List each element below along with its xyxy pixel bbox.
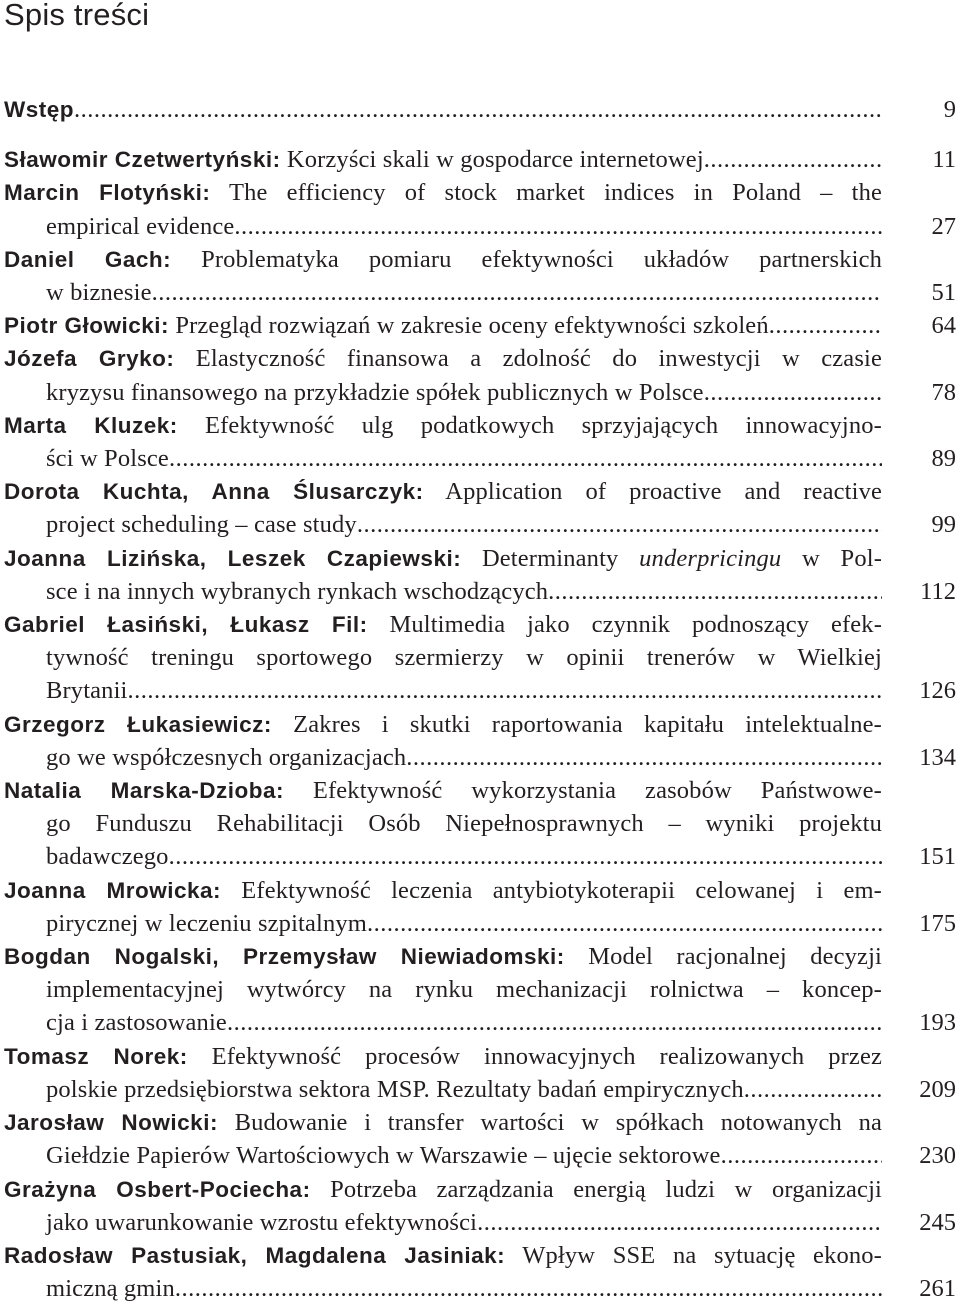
toc-entry-line — [4, 176, 882, 209]
page-number: 11 — [932, 146, 956, 174]
toc-entry-line — [4, 907, 882, 940]
toc-entry-title: Determinanty — [481, 544, 640, 572]
page-number: 261 — [919, 1275, 956, 1303]
page-number: 9 — [943, 96, 956, 123]
toc-entry-authors: Natalia Marska-Dzioba: — [4, 778, 284, 804]
page-number: 64 — [931, 312, 956, 340]
page-number: 193 — [919, 1009, 956, 1037]
dot-leader — [704, 376, 882, 409]
toc-entry-title: Giełdzie Papierów Wartościowych w Warszawie – ujęcie sektorowe — [46, 1142, 721, 1170]
toc-entry-line — [4, 874, 882, 907]
toc-entry-line — [4, 774, 882, 807]
toc-entry[interactable] — [4, 143, 956, 176]
toc-entry-authors: Bogdan Nogalski, Przemysław Niewiadomski: — [4, 944, 565, 970]
toc-entry-line — [4, 973, 882, 1006]
toc-entry-title: Wpływ SSE na sytuację ekono- — [522, 1241, 882, 1269]
dot-leader — [548, 575, 882, 608]
toc-entry-line — [4, 93, 882, 126]
toc-entry-title: jako uwarunkowanie wzrostu efektywności — [46, 1208, 478, 1236]
toc-entry-line — [4, 475, 882, 508]
toc-entry-authors: Jarosław Nowicki: — [4, 1110, 218, 1136]
toc-entry-line — [4, 342, 882, 375]
toc-entry-title: go we współczesnych organizacjach — [46, 743, 407, 771]
toc-entry-authors: Tomasz Norek: — [4, 1043, 188, 1069]
page-number: 230 — [919, 1142, 956, 1170]
page-number: 151 — [919, 843, 956, 871]
toc-entry[interactable] — [4, 708, 956, 774]
page-number: 126 — [919, 677, 956, 705]
toc-entry-title: polskie przedsiębiorstwa sektora MSP. Rezultaty badań empirycznych — [46, 1075, 744, 1103]
toc-entry[interactable] — [4, 409, 956, 475]
toc-entry-line — [4, 1272, 882, 1305]
toc-entry-title: Zakres i skutki raportowania kapitału intelektualne- — [293, 710, 882, 738]
toc-entry-line — [4, 1006, 882, 1039]
toc-entry-authors: Grażyna Osbert-Pociecha: — [4, 1176, 311, 1202]
toc-entry-title: Efektywność leczenia antybiotykoterapii celowanej i em- — [241, 876, 882, 904]
toc-entry-line — [4, 1139, 882, 1172]
toc-entry[interactable] — [4, 475, 956, 541]
toc-entry-title: cja i zastosowanie — [46, 1009, 227, 1037]
toc-entry-authors: Sławomir Czetwertyński: — [4, 147, 281, 173]
page-title: Spis treści — [4, 0, 150, 32]
toc-entry-title: tywność treningu sportowego szermierzy w opinii trenerów w Wielkiej — [46, 644, 882, 672]
toc-entry[interactable] — [4, 243, 956, 309]
toc-entry[interactable] — [4, 940, 956, 1040]
toc-entry-authors: Joanna Lizińska, Leszek Czapiewski: — [4, 545, 462, 571]
toc-entry-title: kryzysu finansowego na przykładzie spółek publicznych w Polsce — [46, 378, 704, 406]
toc-entry-authors: Józefa Gryko: — [4, 346, 175, 372]
toc-entry-title: Multimedia jako czynnik podnoszący efek- — [389, 611, 883, 639]
toc-entry-line — [4, 143, 882, 176]
toc-entry-title: Elastyczność finansowa a zdolność do inwestycji w czasie — [195, 345, 882, 373]
toc-entry-title: Problematyka pomiaru efektywności układów partnerskich — [201, 245, 882, 273]
toc-entry-line — [4, 243, 882, 276]
toc-entry-line — [4, 1106, 882, 1139]
toc-entry-line — [4, 1206, 882, 1239]
dot-leader — [744, 1073, 882, 1106]
dot-leader — [175, 1272, 882, 1305]
toc-entry[interactable] — [4, 1106, 956, 1172]
toc-entry[interactable] — [4, 1173, 956, 1239]
toc-entry-title: Efektywność ulg podatkowych sprzyjających innowacyjno- — [204, 411, 882, 439]
toc-entry-line — [4, 840, 882, 873]
toc-entry-title: Potrzeba zarządzania energią ludzi w organizacji — [330, 1175, 882, 1203]
toc-entry[interactable] — [4, 176, 956, 242]
toc-entry-title: miczną gmin — [46, 1275, 175, 1303]
toc-entry-title: w Pol- — [781, 544, 883, 572]
toc-entry-authors: Grzegorz Łukasiewicz: — [4, 711, 272, 737]
toc-entry[interactable] — [4, 542, 956, 608]
toc-entry-line — [4, 1073, 882, 1106]
toc-entry-authors: Dorota Kuchta, Anna Ślusarczyk: — [4, 479, 424, 505]
toc-entry-line — [4, 575, 882, 608]
page-number: 175 — [919, 909, 956, 937]
toc-entry-title: badawczego — [46, 843, 169, 871]
toc-entry[interactable] — [4, 1040, 956, 1106]
page-number: 51 — [931, 279, 956, 307]
toc-entry[interactable] — [4, 309, 956, 342]
toc-entry-line — [4, 1239, 882, 1272]
toc-entry-title: Efektywność procesów innowacyjnych realizowanych przez — [211, 1042, 882, 1070]
page-number: 89 — [931, 445, 956, 473]
dot-leader — [769, 309, 882, 342]
toc-entry-line — [4, 409, 882, 442]
toc-entry-title: Brytanii — [46, 677, 128, 705]
toc-entry-authors: Marcin Flotyński: — [4, 180, 211, 206]
toc-entry-authors: Radosław Pastusiak, Magdalena Jasiniak: — [4, 1242, 506, 1268]
page-number: 112 — [920, 577, 956, 605]
page-number: 134 — [919, 743, 956, 771]
toc-entry[interactable] — [4, 608, 956, 708]
toc-entry-line — [4, 376, 882, 409]
toc-entry-line — [4, 940, 882, 973]
toc-entry-line — [4, 674, 882, 707]
dot-leader — [721, 1139, 882, 1172]
dot-leader — [152, 276, 882, 309]
dot-leader — [234, 210, 882, 243]
dot-leader — [169, 442, 882, 475]
page-number: 27 — [931, 212, 956, 240]
toc-entry-title: Budowanie i transfer wartości w spółkach notowanych na — [234, 1109, 883, 1137]
page-number: 78 — [931, 378, 956, 406]
toc-entry-line — [4, 442, 882, 475]
toc-entry-authors: Joanna Mrowicka: — [4, 877, 222, 903]
dot-leader — [406, 741, 882, 774]
dot-leader — [227, 1006, 882, 1039]
toc-entry-authors: Piotr Głowicki: — [4, 313, 170, 339]
toc-entry-title: Przegląd rozwiązań w zakresie oceny efektywności szkoleń — [175, 312, 769, 340]
toc-entry-title: sce i na innych wybranych rynkach wschodzących — [46, 577, 549, 605]
dot-leader — [357, 508, 882, 541]
toc-entry-title: Efektywność wykorzystania zasobów Państwowe- — [312, 777, 882, 805]
toc-entry-line — [4, 309, 882, 342]
toc-entry-title: Model racjonalnej decyzji — [588, 943, 882, 971]
toc-entry-title: Application of proactive and reactive — [445, 478, 882, 506]
toc-entry[interactable] — [4, 774, 956, 874]
toc-entry-title: go Funduszu Rehabilitacji Osób Niepełnosprawnych – wyniki projektu — [46, 810, 882, 838]
dot-leader — [128, 674, 883, 707]
toc-entry[interactable] — [4, 342, 956, 408]
toc-entry-line — [4, 641, 882, 674]
toc-entry[interactable] — [4, 1239, 956, 1305]
toc-entry-line — [4, 542, 882, 575]
toc-entry-line — [4, 608, 882, 641]
toc-entry-line — [4, 741, 882, 774]
table-of-contents — [4, 93, 956, 1305]
toc-entry-line — [4, 807, 882, 840]
toc-entry-line — [4, 708, 882, 741]
toc-entry-title: pirycznej w leczeniu szpitalnym — [46, 909, 367, 937]
page-number: 99 — [931, 511, 956, 539]
toc-entry-line — [4, 210, 882, 243]
toc-entry-title: w biznesie — [46, 279, 152, 307]
toc-entry-authors: Gabriel Łasiński, Łukasz Fil: — [4, 612, 368, 638]
toc-entry-title: ści w Polsce — [46, 445, 169, 473]
toc-entry-line — [4, 508, 882, 541]
toc-entry-line — [4, 276, 882, 309]
toc-entry[interactable] — [4, 874, 956, 940]
intro-label: Wstęp — [4, 97, 74, 122]
toc-entry-title: The efficiency of stock market indices in Poland – the — [229, 179, 882, 207]
toc-entry-authors: Marta Kluzek: — [4, 412, 178, 438]
page-number: 209 — [919, 1075, 956, 1103]
toc-entry-line — [4, 1173, 882, 1206]
dot-leader — [367, 907, 882, 940]
dot-leader — [169, 840, 882, 873]
dot-leader — [704, 143, 882, 176]
toc-entry-authors: Daniel Gach: — [4, 246, 172, 272]
page-number: 245 — [919, 1208, 956, 1236]
toc-entry-title: empirical evidence — [46, 212, 235, 240]
dot-leader — [477, 1206, 882, 1239]
toc-entry-title: Korzyści skali w gospodarce internetowej — [286, 146, 704, 174]
toc-entry-line — [4, 1040, 882, 1073]
toc-entry-title: project scheduling – case study — [46, 511, 357, 539]
dot-leader — [74, 93, 882, 126]
toc-entry-intro[interactable] — [4, 93, 956, 126]
toc-entry-title: implementacyjnej wytwórcy na rynku mechanizacji rolnictwa – koncep- — [46, 976, 882, 1004]
toc-entry-title-italic: underpricingu — [639, 544, 782, 572]
